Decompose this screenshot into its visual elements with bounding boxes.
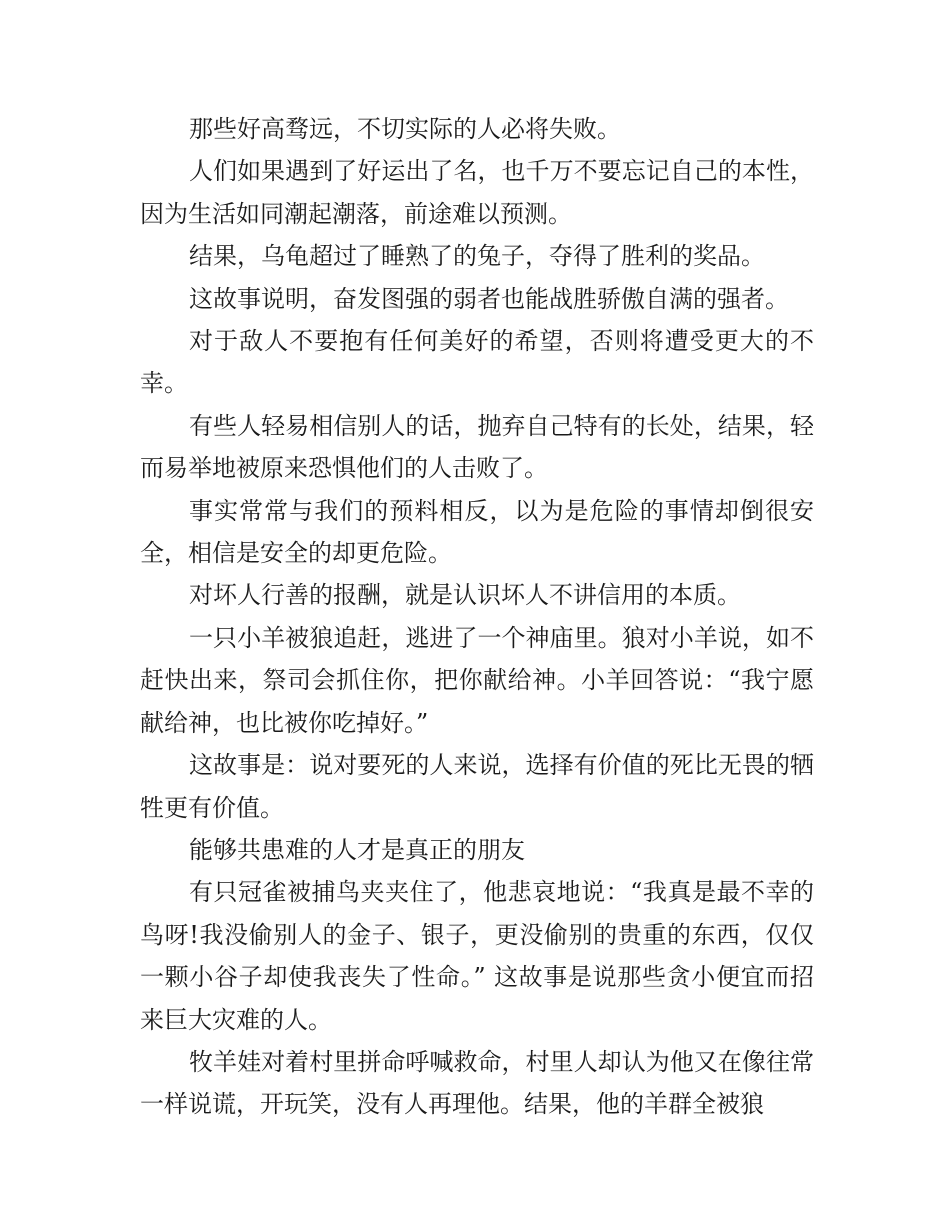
- paragraph: 牧羊娃对着村里拼命呼喊救命，村里人却认为他又在像往常一样说谎，开玩笑，没有人再理他。结果，他的羊群全被狼: [140, 1047, 814, 1119]
- paragraph: 能够共患难的人才是真正的朋友: [189, 835, 525, 864]
- paragraph: 对坏人行善的报酬，就是认识坏人不讲信用的本质。: [189, 581, 741, 610]
- paragraph: 这故事是：说对要死的人来说，选择有价值的死比无畏的牺牲更有价值。: [140, 751, 814, 822]
- paragraph: 那些好高骛远，不切实际的人必将失败。: [189, 115, 621, 143]
- paragraph: 结果，乌龟超过了睡熟了的兔子，夺得了胜利的奖品。: [189, 242, 765, 271]
- paragraph: 有只冠雀被捕鸟夹夹住了，他悲哀地说：“我真是最不幸的鸟呀!我没偷别人的金子、银子，更没偷别的贵重的东西，仅仅一颗小谷子却使我丧失了性命。” 这故事是说那些贪小便宜而招来巨大灾难的人。: [140, 878, 814, 1034]
- paragraph: 事实常常与我们的预料相反，以为是危险的事情却倒很安全，相信是安全的却更危险。: [140, 496, 814, 568]
- paragraph: 一只小羊被狼追赶，逃进了一个神庙里。狼对小羊说，如不赶快出来，祭司会抓住你，把你献给神。小羊回答说：“我宁愿献给神，也比被你吃掉好。”: [140, 623, 814, 737]
- document-body: [140, 108, 814, 1126]
- paragraph: 人们如果遇到了好运出了名，也千万不要忘记自己的本性，因为生活如同潮起潮落，前途难以预测。: [140, 157, 814, 228]
- paragraph: 这故事说明，奋发图强的弱者也能战胜骄傲自满的强者。: [189, 284, 789, 313]
- paragraph: 对于敌人不要抱有任何美好的希望，否则将遭受更大的不幸。: [140, 327, 814, 398]
- paragraph: 有些人轻易相信别人的话，抛弃自己特有的长处，结果，轻而易举地被原来恐惧他们的人击败了。: [140, 411, 814, 483]
